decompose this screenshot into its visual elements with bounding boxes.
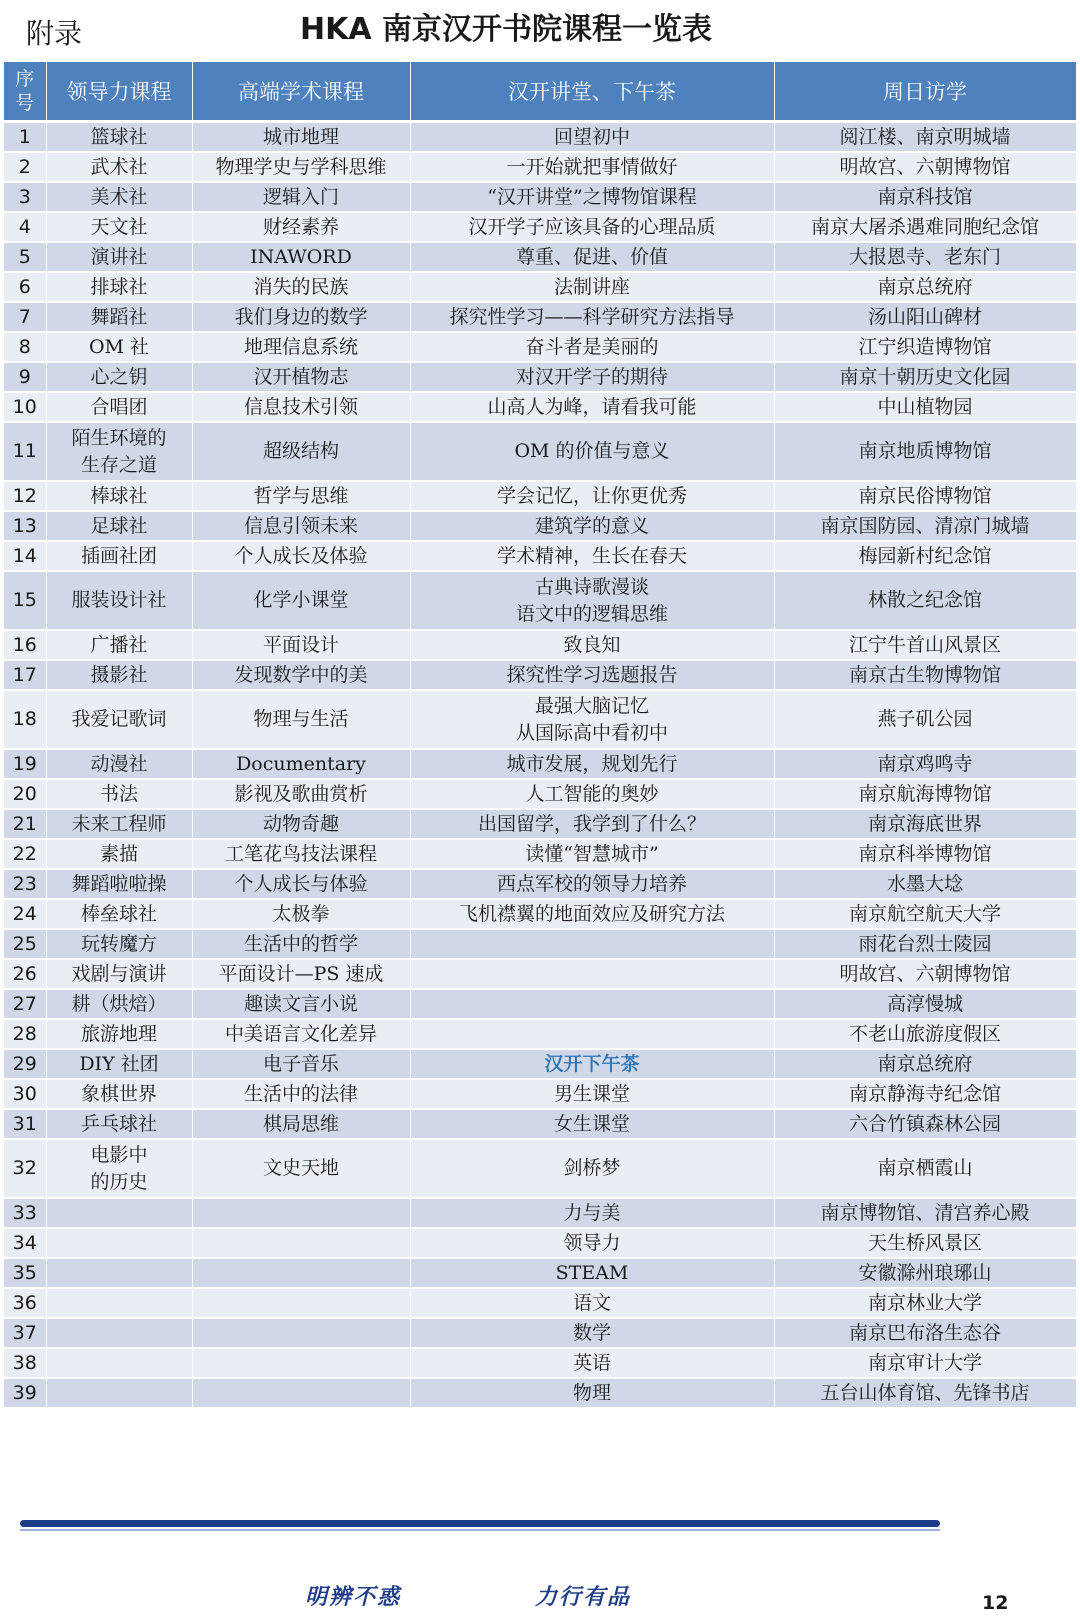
cell-index: 36 bbox=[4, 1288, 46, 1318]
cell-leadership: 舞蹈社 bbox=[46, 302, 192, 332]
cell-academic: 信息技术引领 bbox=[192, 392, 410, 422]
cell-academic: 中美语言文化差异 bbox=[192, 1019, 410, 1049]
cell-lecture: 一开始就把事情做好 bbox=[410, 152, 774, 182]
table-row bbox=[4, 481, 1076, 511]
table-row bbox=[4, 1378, 1076, 1408]
cell-visit: 雨花台烈士陵园 bbox=[774, 929, 1076, 959]
cell-leadership bbox=[46, 1378, 192, 1408]
cell-leadership: 旅游地理 bbox=[46, 1019, 192, 1049]
cell-leadership: 棒垒球社 bbox=[46, 899, 192, 929]
cell-visit: 南京总统府 bbox=[774, 1049, 1076, 1079]
cell-visit: 六合竹镇森林公园 bbox=[774, 1109, 1076, 1139]
cell-academic: 地理信息系统 bbox=[192, 332, 410, 362]
page-title: HKA 南京汉开书院课程一览表 bbox=[300, 12, 713, 47]
cell-academic: 趣读文言小说 bbox=[192, 989, 410, 1019]
cell-academic: INAWORD bbox=[192, 242, 410, 272]
cell-leadership: OM 社 bbox=[46, 332, 192, 362]
cell-leadership: 篮球社 bbox=[46, 122, 192, 153]
cell-visit: 大报恩寺、老东门 bbox=[774, 242, 1076, 272]
cell-leadership: 玩转魔方 bbox=[46, 929, 192, 959]
table-row bbox=[4, 1318, 1076, 1348]
cell-index: 11 bbox=[4, 422, 46, 481]
cell-leadership bbox=[46, 1288, 192, 1318]
cell-index: 7 bbox=[4, 302, 46, 332]
cell-academic: 生活中的哲学 bbox=[192, 929, 410, 959]
cell-index: 2 bbox=[4, 152, 46, 182]
cell-lecture: 对汉开学子的期待 bbox=[410, 362, 774, 392]
cell-academic: 棋局思维 bbox=[192, 1109, 410, 1139]
footer-divider-shadow bbox=[20, 1529, 940, 1531]
cell-academic: 个人成长与体验 bbox=[192, 869, 410, 899]
table-row bbox=[4, 749, 1076, 779]
cell-visit: 南京博物馆、清宫养心殿 bbox=[774, 1198, 1076, 1228]
cell-visit: 汤山阳山碑材 bbox=[774, 302, 1076, 332]
cell-leadership: 电影中 的历史 bbox=[46, 1139, 192, 1198]
cell-academic: 逻辑入门 bbox=[192, 182, 410, 212]
cell-academic: 消失的民族 bbox=[192, 272, 410, 302]
cell-lecture: 建筑学的意义 bbox=[410, 511, 774, 541]
cell-lecture: 探究性学习选题报告 bbox=[410, 660, 774, 690]
cell-leadership bbox=[46, 1258, 192, 1288]
cell-visit: 阅江楼、南京明城墙 bbox=[774, 122, 1076, 153]
cell-lecture: 女生课堂 bbox=[410, 1109, 774, 1139]
cell-index: 17 bbox=[4, 660, 46, 690]
cell-index: 6 bbox=[4, 272, 46, 302]
table-row bbox=[4, 122, 1076, 153]
cell-index: 28 bbox=[4, 1019, 46, 1049]
cell-lecture: 领导力 bbox=[410, 1228, 774, 1258]
cell-visit: 江宁牛首山风景区 bbox=[774, 630, 1076, 660]
cell-academic bbox=[192, 1198, 410, 1228]
table-row bbox=[4, 1228, 1076, 1258]
cell-index: 22 bbox=[4, 839, 46, 869]
cell-lecture: “汉开讲堂”之博物馆课程 bbox=[410, 182, 774, 212]
cell-academic: 电子音乐 bbox=[192, 1049, 410, 1079]
cell-index: 14 bbox=[4, 541, 46, 571]
cell-lecture: 物理 bbox=[410, 1378, 774, 1408]
table-row bbox=[4, 1258, 1076, 1288]
cell-index: 39 bbox=[4, 1378, 46, 1408]
table-row bbox=[4, 511, 1076, 541]
cell-visit: 南京栖霞山 bbox=[774, 1139, 1076, 1198]
cell-lecture: 剑桥梦 bbox=[410, 1139, 774, 1198]
cell-academic: 个人成长及体验 bbox=[192, 541, 410, 571]
cell-index: 12 bbox=[4, 481, 46, 511]
table-row bbox=[4, 1049, 1076, 1079]
course-table bbox=[4, 62, 1077, 1409]
cell-lecture: 汉开下午茶 bbox=[410, 1049, 774, 1079]
cell-academic: 影视及歌曲赏析 bbox=[192, 779, 410, 809]
table-row bbox=[4, 1079, 1076, 1109]
cell-leadership: 天文社 bbox=[46, 212, 192, 242]
cell-lecture: 英语 bbox=[410, 1348, 774, 1378]
cell-leadership: 象棋世界 bbox=[46, 1079, 192, 1109]
cell-leadership bbox=[46, 1318, 192, 1348]
cell-academic bbox=[192, 1288, 410, 1318]
cell-leadership bbox=[46, 1348, 192, 1378]
cell-index: 31 bbox=[4, 1109, 46, 1139]
table-row bbox=[4, 302, 1076, 332]
col-header-academic: 高端学术课程 bbox=[192, 62, 410, 122]
cell-lecture: 城市发展，规划先行 bbox=[410, 749, 774, 779]
cell-leadership: DIY 社团 bbox=[46, 1049, 192, 1079]
table-row bbox=[4, 839, 1076, 869]
table-row bbox=[4, 152, 1076, 182]
cell-leadership: 排球社 bbox=[46, 272, 192, 302]
cell-academic bbox=[192, 1348, 410, 1378]
cell-index: 26 bbox=[4, 959, 46, 989]
cell-academic bbox=[192, 1228, 410, 1258]
appendix-label: 附录 bbox=[26, 17, 83, 50]
table-row bbox=[4, 332, 1076, 362]
cell-visit: 南京审计大学 bbox=[774, 1348, 1076, 1378]
table-row bbox=[4, 242, 1076, 272]
cell-academic: 文史天地 bbox=[192, 1139, 410, 1198]
cell-visit: 南京大屠杀遇难同胞纪念馆 bbox=[774, 212, 1076, 242]
cell-index: 10 bbox=[4, 392, 46, 422]
cell-lecture bbox=[410, 989, 774, 1019]
cell-visit: 南京国防园、清凉门城墙 bbox=[774, 511, 1076, 541]
cell-leadership: 未来工程师 bbox=[46, 809, 192, 839]
cell-index: 24 bbox=[4, 899, 46, 929]
cell-leadership: 合唱团 bbox=[46, 392, 192, 422]
cell-lecture: 学术精神，生长在春天 bbox=[410, 541, 774, 571]
cell-index: 34 bbox=[4, 1228, 46, 1258]
cell-academic: 发现数学中的美 bbox=[192, 660, 410, 690]
col-header-leadership: 领导力课程 bbox=[46, 62, 192, 122]
cell-visit: 南京林业大学 bbox=[774, 1288, 1076, 1318]
table-row bbox=[4, 1348, 1076, 1378]
cell-visit: 南京科技馆 bbox=[774, 182, 1076, 212]
cell-academic: 哲学与思维 bbox=[192, 481, 410, 511]
table-row bbox=[4, 989, 1076, 1019]
cell-visit: 梅园新村纪念馆 bbox=[774, 541, 1076, 571]
cell-visit: 江宁织造博物馆 bbox=[774, 332, 1076, 362]
cell-index: 27 bbox=[4, 989, 46, 1019]
cell-index: 23 bbox=[4, 869, 46, 899]
cell-visit: 南京航海博物馆 bbox=[774, 779, 1076, 809]
cell-academic: 平面设计 bbox=[192, 630, 410, 660]
footer-slogan-left: 明辨不惑 bbox=[305, 1584, 402, 1610]
cell-academic bbox=[192, 1378, 410, 1408]
cell-index: 29 bbox=[4, 1049, 46, 1079]
cell-visit: 林散之纪念馆 bbox=[774, 571, 1076, 630]
cell-academic: 工笔花鸟技法课程 bbox=[192, 839, 410, 869]
cell-index: 37 bbox=[4, 1318, 46, 1348]
cell-leadership: 摄影社 bbox=[46, 660, 192, 690]
cell-visit: 燕子矶公园 bbox=[774, 690, 1076, 749]
cell-leadership: 广播社 bbox=[46, 630, 192, 660]
page-number: 12 bbox=[982, 1592, 1009, 1614]
cell-leadership: 书法 bbox=[46, 779, 192, 809]
cell-visit: 南京总统府 bbox=[774, 272, 1076, 302]
cell-leadership: 舞蹈啦啦操 bbox=[46, 869, 192, 899]
cell-index: 21 bbox=[4, 809, 46, 839]
cell-visit: 中山植物园 bbox=[774, 392, 1076, 422]
cell-lecture: 人工智能的奥妙 bbox=[410, 779, 774, 809]
cell-academic: 超级结构 bbox=[192, 422, 410, 481]
cell-leadership: 演讲社 bbox=[46, 242, 192, 272]
cell-academic: 生活中的法律 bbox=[192, 1079, 410, 1109]
cell-academic: 物理学史与学科思维 bbox=[192, 152, 410, 182]
table-row bbox=[4, 1019, 1076, 1049]
cell-visit: 南京古生物博物馆 bbox=[774, 660, 1076, 690]
cell-lecture: 回望初中 bbox=[410, 122, 774, 153]
cell-visit: 五台山体育馆、先锋书店 bbox=[774, 1378, 1076, 1408]
cell-academic: 动物奇趣 bbox=[192, 809, 410, 839]
cell-visit: 南京十朝历史文化园 bbox=[774, 362, 1076, 392]
cell-academic: 信息引领未来 bbox=[192, 511, 410, 541]
table-row bbox=[4, 541, 1076, 571]
cell-leadership: 耕（烘焙） bbox=[46, 989, 192, 1019]
cell-visit: 明故宫、六朝博物馆 bbox=[774, 152, 1076, 182]
cell-academic: 化学小课堂 bbox=[192, 571, 410, 630]
cell-lecture: 出国留学，我学到了什么？ bbox=[410, 809, 774, 839]
cell-lecture: 致良知 bbox=[410, 630, 774, 660]
cell-visit: 南京鸡鸣寺 bbox=[774, 749, 1076, 779]
table-row bbox=[4, 362, 1076, 392]
cell-lecture: 尊重、促进、价值 bbox=[410, 242, 774, 272]
cell-lecture: 读懂“智慧城市” bbox=[410, 839, 774, 869]
table-row bbox=[4, 392, 1076, 422]
cell-academic: 我们身边的数学 bbox=[192, 302, 410, 332]
cell-lecture: 学会记忆，让你更优秀 bbox=[410, 481, 774, 511]
cell-leadership: 服装设计社 bbox=[46, 571, 192, 630]
cell-index: 15 bbox=[4, 571, 46, 630]
cell-visit: 安徽滁州琅琊山 bbox=[774, 1258, 1076, 1288]
cell-visit: 水墨大埝 bbox=[774, 869, 1076, 899]
cell-visit: 南京地质博物馆 bbox=[774, 422, 1076, 481]
cell-leadership: 陌生环境的 生存之道 bbox=[46, 422, 192, 481]
cell-lecture: 最强大脑记忆 从国际高中看初中 bbox=[410, 690, 774, 749]
cell-index: 1 bbox=[4, 122, 46, 153]
cell-lecture: 语文 bbox=[410, 1288, 774, 1318]
table-row bbox=[4, 899, 1076, 929]
cell-academic: 物理与生活 bbox=[192, 690, 410, 749]
table-row bbox=[4, 1109, 1076, 1139]
cell-lecture: 力与美 bbox=[410, 1198, 774, 1228]
cell-academic: 财经素养 bbox=[192, 212, 410, 242]
cell-leadership: 乒乓球社 bbox=[46, 1109, 192, 1139]
cell-academic: 汉开植物志 bbox=[192, 362, 410, 392]
cell-academic: 城市地理 bbox=[192, 122, 410, 153]
cell-lecture: 数学 bbox=[410, 1318, 774, 1348]
table-row bbox=[4, 1198, 1076, 1228]
cell-index: 35 bbox=[4, 1258, 46, 1288]
cell-lecture: OM 的价值与意义 bbox=[410, 422, 774, 481]
table-row bbox=[4, 422, 1076, 481]
cell-index: 19 bbox=[4, 749, 46, 779]
table-body bbox=[4, 122, 1076, 1409]
cell-visit: 明故宫、六朝博物馆 bbox=[774, 959, 1076, 989]
cell-index: 38 bbox=[4, 1348, 46, 1378]
cell-visit: 南京巴布洛生态谷 bbox=[774, 1318, 1076, 1348]
cell-index: 13 bbox=[4, 511, 46, 541]
cell-lecture: 法制讲座 bbox=[410, 272, 774, 302]
cell-leadership: 我爱记歌词 bbox=[46, 690, 192, 749]
cell-index: 5 bbox=[4, 242, 46, 272]
cell-lecture: 探究性学习——科学研究方法指导 bbox=[410, 302, 774, 332]
table-header-row bbox=[4, 62, 1076, 122]
cell-academic: 太极拳 bbox=[192, 899, 410, 929]
table-row bbox=[4, 1139, 1076, 1198]
table-row bbox=[4, 779, 1076, 809]
table-row bbox=[4, 959, 1076, 989]
cell-leadership: 戏剧与演讲 bbox=[46, 959, 192, 989]
cell-index: 9 bbox=[4, 362, 46, 392]
table-row bbox=[4, 182, 1076, 212]
cell-index: 33 bbox=[4, 1198, 46, 1228]
cell-visit: 天生桥风景区 bbox=[774, 1228, 1076, 1258]
col-header-index: 序 号 bbox=[4, 62, 46, 122]
cell-lecture: STEAM bbox=[410, 1258, 774, 1288]
cell-leadership: 足球社 bbox=[46, 511, 192, 541]
cell-lecture: 汉开学子应该具备的心理品质 bbox=[410, 212, 774, 242]
cell-lecture: 山高人为峰，请看我可能 bbox=[410, 392, 774, 422]
cell-leadership: 美术社 bbox=[46, 182, 192, 212]
cell-index: 20 bbox=[4, 779, 46, 809]
footer-divider bbox=[20, 1520, 940, 1527]
cell-lecture bbox=[410, 959, 774, 989]
table-row bbox=[4, 212, 1076, 242]
cell-lecture: 西点军校的领导力培养 bbox=[410, 869, 774, 899]
cell-visit: 南京科举博物馆 bbox=[774, 839, 1076, 869]
cell-lecture: 古典诗歌漫谈 语文中的逻辑思维 bbox=[410, 571, 774, 630]
table-row bbox=[4, 929, 1076, 959]
cell-leadership: 素描 bbox=[46, 839, 192, 869]
cell-academic bbox=[192, 1318, 410, 1348]
table-row bbox=[4, 1288, 1076, 1318]
cell-index: 32 bbox=[4, 1139, 46, 1198]
cell-index: 3 bbox=[4, 182, 46, 212]
cell-visit: 高淳慢城 bbox=[774, 989, 1076, 1019]
cell-index: 8 bbox=[4, 332, 46, 362]
table-row bbox=[4, 630, 1076, 660]
cell-academic: Documentary bbox=[192, 749, 410, 779]
cell-index: 4 bbox=[4, 212, 46, 242]
cell-lecture: 飞机襟翼的地面效应及研究方法 bbox=[410, 899, 774, 929]
table-row bbox=[4, 869, 1076, 899]
cell-index: 16 bbox=[4, 630, 46, 660]
cell-visit: 南京民俗博物馆 bbox=[774, 481, 1076, 511]
col-header-visit: 周日访学 bbox=[774, 62, 1076, 122]
col-header-lecture: 汉开讲堂、下午茶 bbox=[410, 62, 774, 122]
table-row bbox=[4, 571, 1076, 630]
cell-leadership: 插画社团 bbox=[46, 541, 192, 571]
cell-leadership bbox=[46, 1198, 192, 1228]
cell-leadership bbox=[46, 1228, 192, 1258]
table-row bbox=[4, 809, 1076, 839]
cell-leadership: 动漫社 bbox=[46, 749, 192, 779]
table-row bbox=[4, 660, 1076, 690]
cell-leadership: 棒球社 bbox=[46, 481, 192, 511]
cell-lecture bbox=[410, 929, 774, 959]
cell-visit: 南京航空航天大学 bbox=[774, 899, 1076, 929]
cell-lecture: 男生课堂 bbox=[410, 1079, 774, 1109]
table-row bbox=[4, 690, 1076, 749]
cell-visit: 南京静海寺纪念馆 bbox=[774, 1079, 1076, 1109]
cell-leadership: 心之钥 bbox=[46, 362, 192, 392]
cell-index: 25 bbox=[4, 929, 46, 959]
cell-visit: 南京海底世界 bbox=[774, 809, 1076, 839]
cell-visit: 不老山旅游度假区 bbox=[774, 1019, 1076, 1049]
cell-lecture bbox=[410, 1019, 774, 1049]
cell-academic bbox=[192, 1258, 410, 1288]
table-row bbox=[4, 272, 1076, 302]
cell-index: 18 bbox=[4, 690, 46, 749]
cell-index: 30 bbox=[4, 1079, 46, 1109]
cell-leadership: 武术社 bbox=[46, 152, 192, 182]
cell-academic: 平面设计—PS 速成 bbox=[192, 959, 410, 989]
footer-slogan-right: 力行有品 bbox=[535, 1584, 632, 1610]
cell-lecture: 奋斗者是美丽的 bbox=[410, 332, 774, 362]
